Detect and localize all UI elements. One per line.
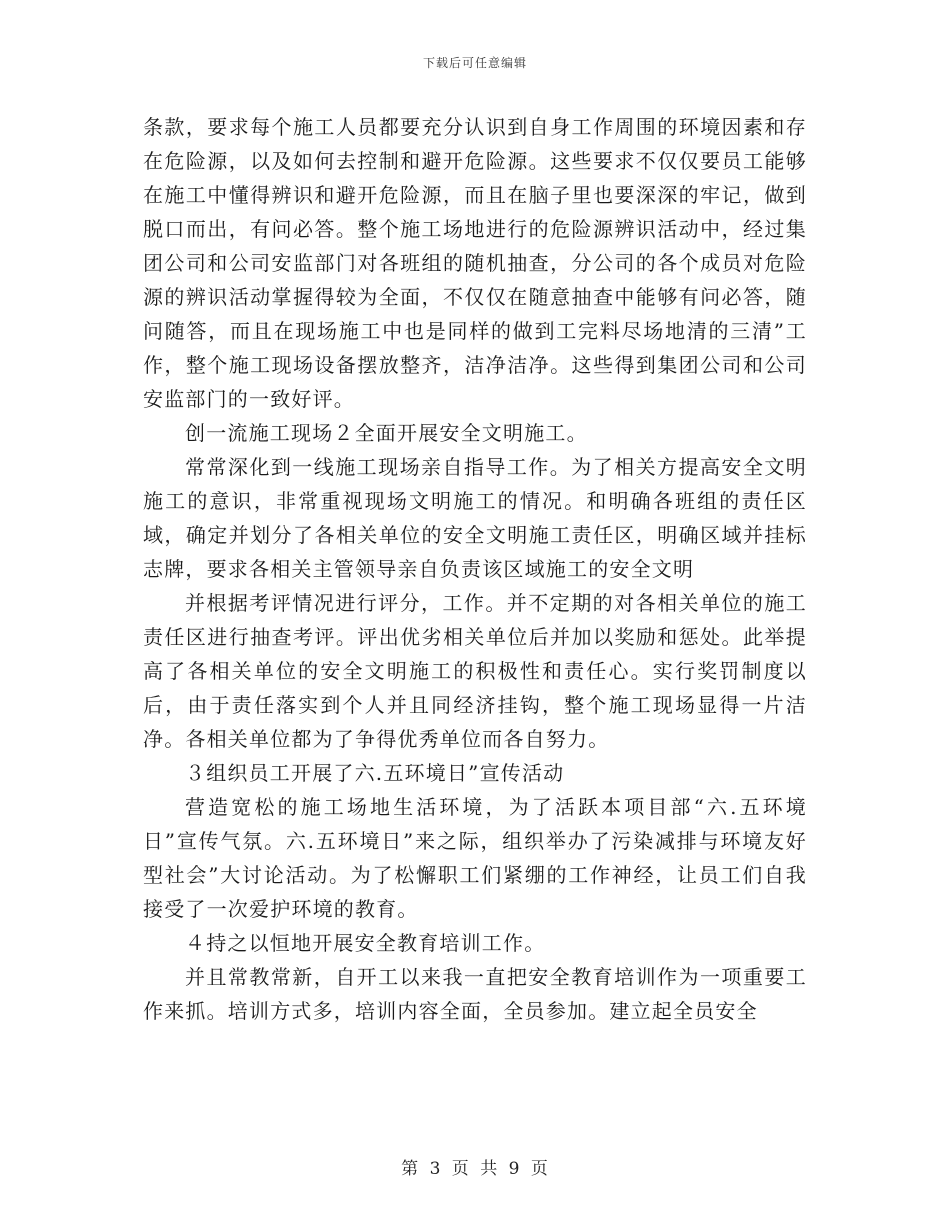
page-header-note: 下载后可任意编辑 xyxy=(422,56,527,70)
paragraph-1: 条款，要求每个施工人员都要充分认识到自身工作周围的环境因素和存在危险源，以及如何去控制和避开危险源。这些要求不仅仅要员工能够在施工中懂得辨识和避开危险源，而且在脑子里也要深深的牢记，做到脱口而出，有问必答。整个施工场地进行的危险源辨识活动中，经过集团公司和公司安监部门对各班组的随机抽查，分公司的各个成员对危险源的辨识活动掌握得较为全面，不仅仅在随意抽查中能够有问必答，随问随答，而且在现场施工中也是同样的做到工完料尽场地清的三清”工作，整个施工现场设备摆放整齐，洁净洁净。这些得到集团公司和公司安监部门的一致好评。 xyxy=(143,115,807,411)
paragraph-5-heading: ３组织员工开展了六.五环境日”宣传活动 xyxy=(185,761,565,785)
paragraph-2-heading: 创一流施工现场２全面开展安全文明施工。 xyxy=(185,421,588,445)
page-number-footer: 第 3 页 共 9 页 xyxy=(401,1159,549,1179)
paragraph-8: 并且常教常新，自开工以来我一直把安全教育培训作为一项重要工作来抓。培训方式多，培训内容全面，全员参加。建立起全员安全 xyxy=(143,965,807,1023)
paragraph-6: 营造宽松的施工场地生活环境，为了活跃本项目部“六.五环境日”宣传气氛。六.五环境日”来之际，组织举办了污染减排与环境友好型社会”大讨论活动。为了松懈职工们紧绷的工作神经，让员工们自我接受了一次爱护环境的教育。 xyxy=(143,795,807,921)
paragraph-7-heading: ４持之以恒地开展安全教育培训工作。 xyxy=(185,931,546,955)
document-body xyxy=(143,110,807,1028)
paragraph-4: 并根据考评情况进行评分，工作。并不定期的对各相关单位的施工责任区进行抽查考评。评出优劣相关单位后并加以奖励和惩处。此举提高了各相关单位的安全文明施工的积极性和责任心。实行奖罚制度以后，由于责任落实到个人并且同经济挂钩，整个施工现场显得一片洁净。各相关单位都为了争得优秀单位而各自努力。 xyxy=(143,591,807,751)
paragraph-3: 常常深化到一线施工现场亲自指导工作。为了相关方提高安全文明施工的意识，非常重视现场文明施工的情况。和明确各班组的责任区域，确定并划分了各相关单位的安全文明施工责任区，明确区域并挂标志牌，要求各相关主管领导亲自负责该区域施工的安全文明 xyxy=(143,455,807,581)
